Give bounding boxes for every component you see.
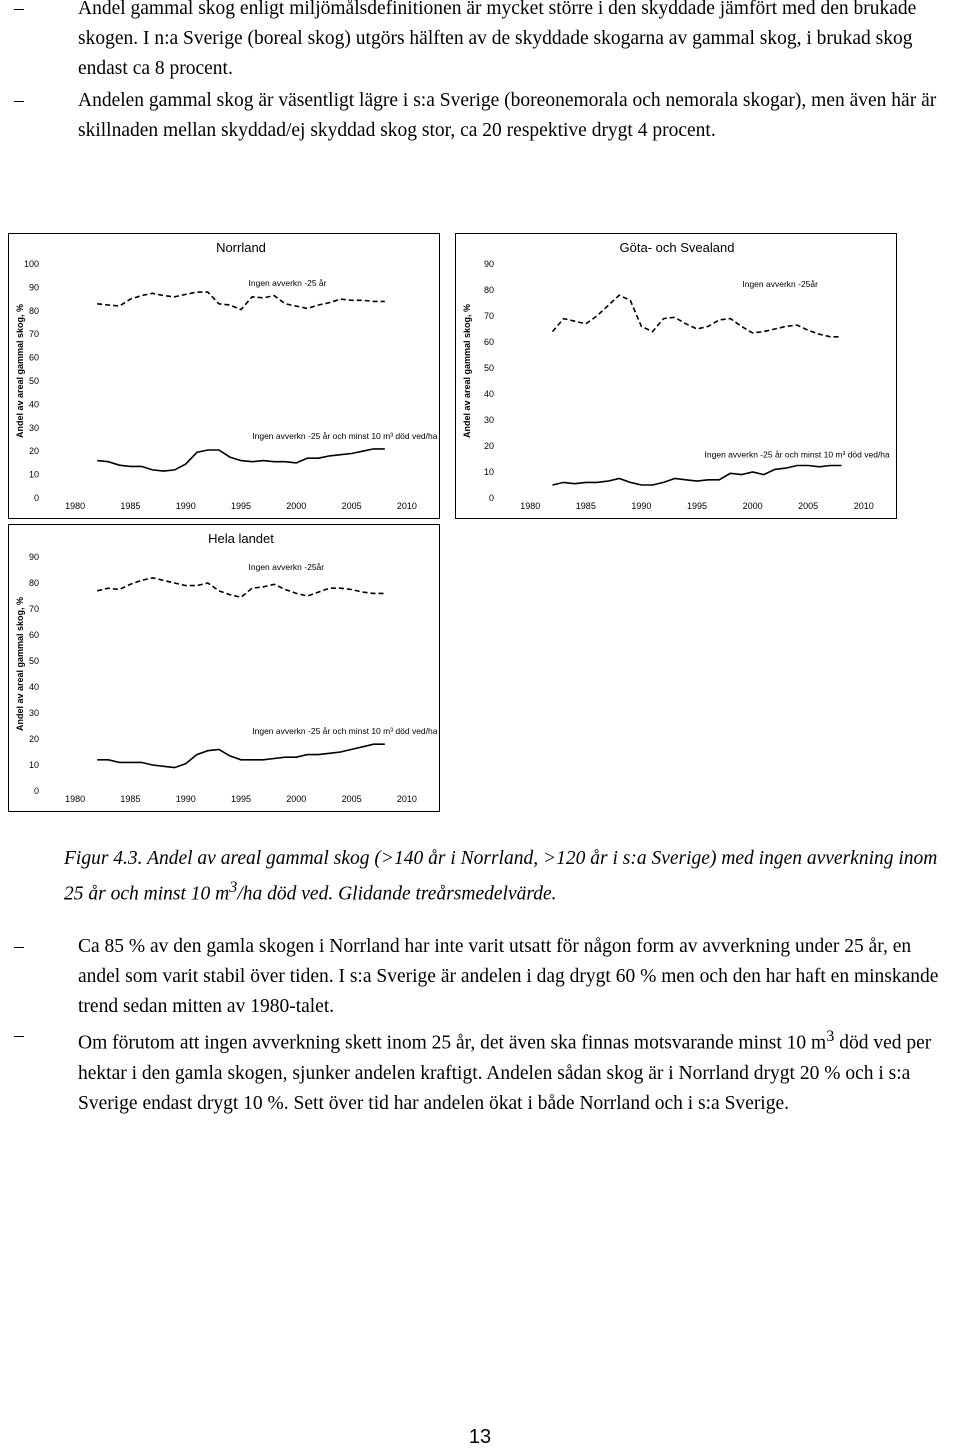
bullet-dash: – — [14, 936, 24, 957]
x-tick-label: 2000 — [286, 794, 307, 804]
bullet-dash: – — [14, 90, 24, 111]
caption-text: Figur 4.3. Andel av areal gammal skog (>140 år i Norrland, >120 år i s:a Sverige) med ingen avverkning inom 25 år och minst 10 m — [64, 848, 938, 905]
series-line — [97, 449, 385, 471]
y-tick-label: 20 — [483, 441, 494, 451]
y-tick-label: 40 — [28, 682, 39, 692]
x-tick-label: 1980 — [65, 794, 86, 804]
series-label: Ingen avverkn -25 år — [248, 278, 327, 289]
x-tick-label: 1990 — [631, 501, 652, 511]
bullet-text: Andel gammal skog enligt miljömålsdefinitionen är mycket större i den skyddade jämfört med den brukade skogen. I n:a Sverige (boreal skog) utgörs hälften av de skyddade skogarna av gammal skog, i brukad skog endast ca 8 procent. — [78, 0, 917, 79]
x-tick-label: 1990 — [175, 501, 196, 511]
y-tick-label: 10 — [483, 467, 494, 477]
x-tick-label: 2010 — [396, 501, 417, 511]
x-tick-label: 1985 — [575, 501, 596, 511]
chart-title: Norrland — [216, 240, 266, 255]
y-tick-label: 90 — [28, 282, 39, 293]
x-tick-label: 1985 — [120, 501, 141, 511]
y-tick-label: 80 — [483, 285, 494, 295]
y-tick-label: 60 — [28, 352, 39, 363]
y-tick-label: 0 — [488, 493, 494, 503]
bullet-superscript: 3 — [826, 1027, 835, 1045]
y-axis-label: Andel av areal gammal skog, % — [15, 303, 25, 439]
y-tick-label: 60 — [483, 337, 494, 347]
y-axis-label: Andel av areal gammal skog, % — [15, 596, 25, 732]
x-tick-label: 2000 — [286, 501, 307, 511]
bullet-text: Andelen gammal skog är väsentligt lägre i s:a Sverige (boreonemorala och nemorala skogar), men även här är skillnaden mellan skyddad/ej skyddad skog stor, ca 20 respektive drygt 4 procent. — [78, 90, 937, 141]
chart-gota-svealand — [455, 233, 897, 519]
y-tick-label: 30 — [28, 708, 39, 718]
y-tick-label: 10 — [28, 760, 39, 770]
y-tick-label: 40 — [28, 399, 39, 410]
chart-hela-landet — [8, 524, 440, 812]
series-line — [553, 295, 842, 337]
page-number: 13 — [468, 1426, 492, 1448]
y-tick-label: 20 — [28, 734, 39, 744]
x-tick-label: 2010 — [396, 794, 417, 804]
x-tick-label: 2005 — [798, 501, 819, 511]
x-tick-label: 2005 — [341, 794, 362, 804]
y-tick-label: 40 — [483, 389, 494, 399]
chart-title: Göta- och Svealand — [619, 240, 735, 255]
series-label: Ingen avverkn -25 år och minst 10 m³ död ved/ha — [252, 726, 438, 737]
bullet-text-start: Om förutom att ingen avverkning skett inom 25 år, det även ska finnas motsvarande minst 10 m — [78, 1032, 827, 1054]
bullet-dash: – — [14, 1025, 24, 1046]
bullet-dash: – — [14, 0, 24, 19]
chart-norrland — [8, 233, 440, 519]
chart-title: Hela landet — [208, 531, 274, 546]
x-tick-label: 2000 — [742, 501, 763, 511]
y-tick-label: 80 — [28, 578, 39, 588]
y-tick-label: 100 — [23, 259, 39, 269]
series-label: Ingen avverkn -25 år och minst 10 m³ död ved/ha — [252, 430, 438, 441]
x-tick-label: 1985 — [120, 794, 141, 804]
series-line — [97, 578, 385, 598]
y-tick-label: 70 — [28, 604, 39, 614]
x-tick-label: 1980 — [520, 501, 541, 511]
y-tick-label: 30 — [483, 415, 494, 425]
series-line — [553, 466, 842, 486]
series-label: Ingen avverkn -25år — [742, 279, 818, 290]
chart-svg — [456, 234, 896, 518]
figure-caption — [64, 845, 944, 909]
chart-svg — [9, 525, 439, 811]
y-tick-label: 50 — [28, 376, 39, 386]
y-tick-label: 50 — [28, 656, 39, 666]
series-label: Ingen avverkn -25år — [248, 561, 325, 572]
y-tick-label: 70 — [483, 311, 494, 321]
series-line — [97, 292, 385, 310]
y-tick-label: 90 — [483, 259, 494, 269]
y-axis-label: Andel av areal gammal skog, % — [462, 303, 472, 439]
x-tick-label: 1995 — [230, 501, 252, 511]
x-tick-label: 2005 — [341, 501, 362, 511]
y-tick-label: 0 — [33, 493, 39, 503]
x-tick-label: 1980 — [65, 501, 86, 511]
x-tick-label: 1995 — [230, 794, 252, 804]
y-tick-label: 70 — [28, 329, 39, 340]
y-tick-label: 30 — [28, 422, 39, 433]
bullet-text-end: död ved per hektar i den gamla skogen, sjunker andelen kraftigt. Andelen sådan skog är i Norrland drygt 20 % och i s:a Sverige endast drygt 10 %. Sett över tid har andelen ökat i både Norrland och i s:a Sverige. — [78, 1032, 932, 1114]
y-tick-label: 80 — [28, 305, 39, 316]
bullet-text — [78, 1021, 944, 1119]
y-tick-label: 50 — [483, 363, 494, 373]
x-tick-label: 1990 — [175, 794, 196, 804]
series-line — [97, 744, 385, 767]
bullet-text: Ca 85 % av den gamla skogen i Norrland har inte varit utsatt för någon form av avverkning under 25 år, en andel som varit stabil över tiden. I s:a Sverige är andelen i dag drygt 60 % men och den har haft en minskande trend sedan mitten av 1980-talet. — [78, 936, 939, 1017]
series-label: Ingen avverkn -25 år och minst 10 m³ död ved/ha — [704, 449, 890, 460]
x-tick-label: 2010 — [853, 501, 874, 511]
x-tick-label: 1995 — [686, 501, 708, 511]
y-tick-label: 20 — [28, 446, 39, 457]
caption-text-end: /ha död ved. Glidande treårsmedelvärde. — [237, 883, 557, 905]
y-tick-label: 10 — [28, 469, 39, 480]
chart-svg — [9, 234, 439, 518]
caption-superscript: 3 — [229, 878, 238, 896]
y-tick-label: 90 — [28, 552, 39, 562]
y-tick-label: 60 — [28, 630, 39, 640]
y-tick-label: 0 — [33, 786, 39, 796]
